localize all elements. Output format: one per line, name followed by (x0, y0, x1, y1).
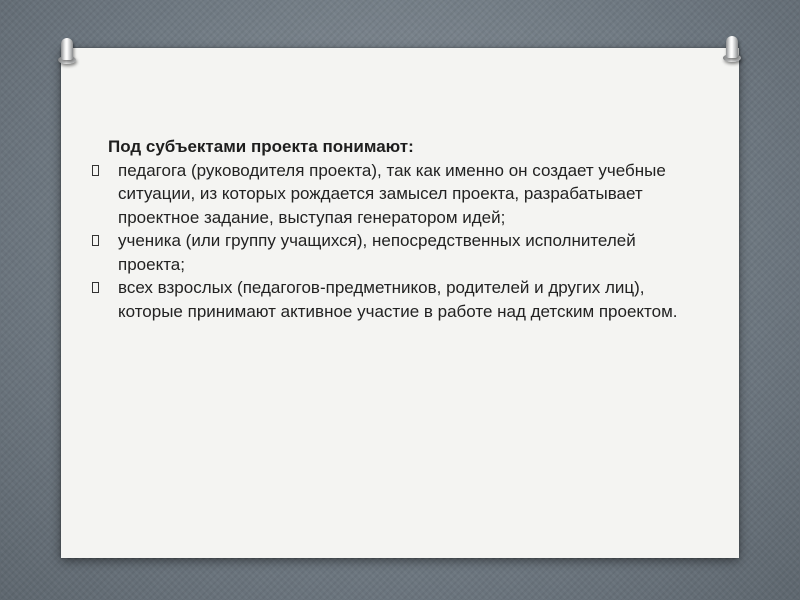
list-item (88, 229, 688, 276)
bullet-icon (88, 229, 102, 252)
list-item (88, 159, 688, 230)
push-pin-icon (723, 36, 741, 64)
list-item-text: всех взрослых (педагогов-предметников, родителей и других лиц), которые принимают активное участие в работе над детским проектом. (118, 278, 678, 321)
subject-list (88, 159, 688, 324)
bullet-icon (88, 276, 102, 299)
slide-intro: Под субъектами проекта понимают: (108, 137, 414, 156)
slide-content (88, 135, 688, 323)
list-item-text: педагога (руководителя проекта), так как именно он создает учебные ситуации, из которых рождается замысел проекта, разрабатывает проектное задание, выступая генератором идей; (118, 160, 666, 227)
list-item (88, 276, 688, 323)
bullet-icon (88, 159, 102, 182)
list-item-text: ученика (или группу учащихся), непосредственных исполнителей проекта; (118, 231, 636, 274)
push-pin-icon (58, 38, 76, 66)
